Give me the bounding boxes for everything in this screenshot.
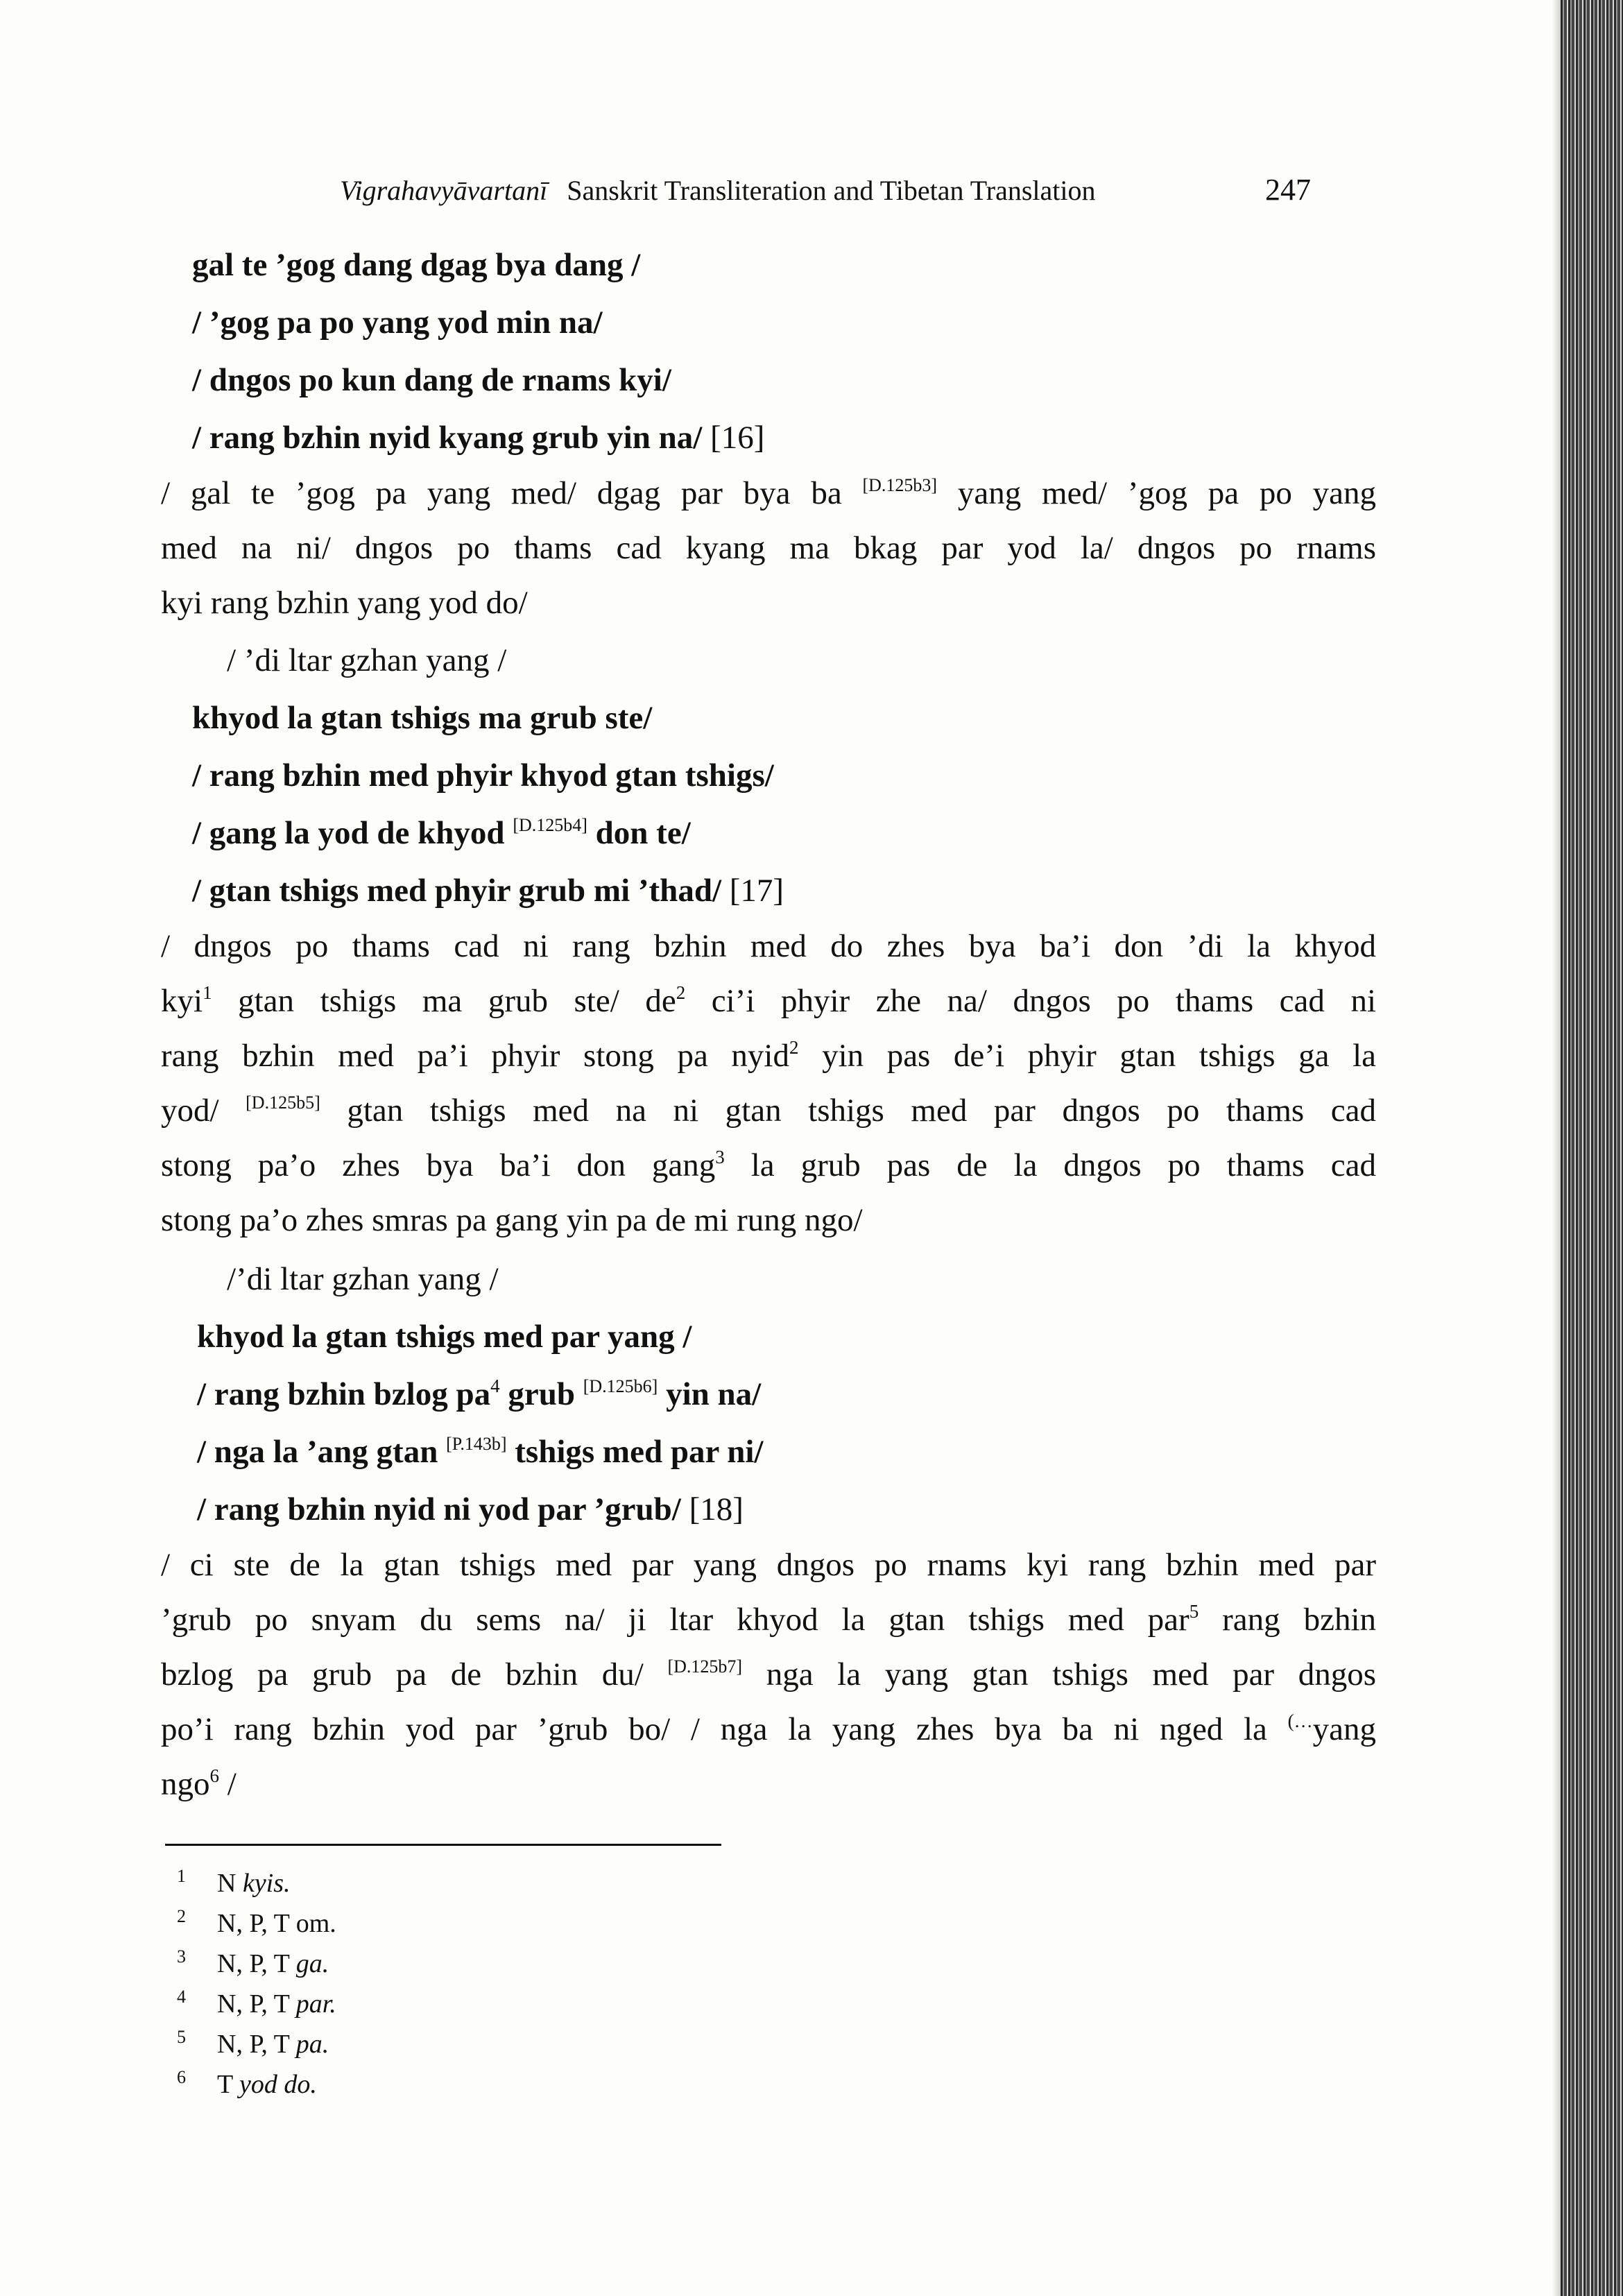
- book-spine: [1561, 0, 1623, 2296]
- intro-verse-18: /’di ltar gzhan yang /: [227, 1261, 499, 1297]
- running-header: [340, 172, 1311, 207]
- verse-18-line-1: khyod la gtan tshigs med par yang /: [197, 1319, 692, 1355]
- verse-number: [17]: [729, 873, 784, 909]
- book-gutter-shadow: [1552, 0, 1561, 2296]
- commentary-16: / gal te ’gog pa yang med/ dgag par bya ba [D.125b3] yang med/ ’gog pa po yang med na ni/ dngos po thams cad kyang ma bkag par yod la/ dngos po rnams kyi rang bzhin yang yod do/: [161, 475, 1377, 621]
- verse-17-line-4: / gtan tshigs med phyir grub mi ’thad/ [17]: [192, 873, 784, 909]
- footnote-2: 2 N, P, T om.: [177, 1906, 336, 1938]
- footnote-6: 6 T yod do.: [177, 2067, 317, 2099]
- book-title: Vigrahavyāvartanī: [340, 175, 548, 206]
- verse-number: [18]: [689, 1491, 744, 1527]
- folio-reference: [P.143b]: [446, 1434, 507, 1454]
- verse-18-line-4: / rang bzhin nyid ni yod par ’grub/ [18]: [197, 1491, 744, 1527]
- footnote-marker: 2: [676, 982, 686, 1003]
- footnote-marker: 2: [789, 1037, 799, 1058]
- verse-18-line-2: / rang bzhin bzlog $pa^4$ grub [D.125b6] yin na/: [197, 1376, 762, 1412]
- verse-17-line-3: / gang la yod de khyod [D.125b4] don te/: [192, 815, 691, 851]
- commentary-17: / dngos po thams cad ni rang bzhin med do zhes bya ba’i don ’di la khyod kyi$^1$ gtan tshigs ma grub ste/ $de^2$ ci’i phyir zhe na/ dngos po thams cad ni rang bzhin med pa’i phyir stong pa nyid$^2$ yin pas de’i phyir gtan tshigs ga la yod/ [D.125b5] gtan tshigs med na ni gtan tshigs med par dngos po thams cad stong pa’o zhes bya ba’i don gang$^3$ la grub pas de la dngos po thams cad stong pa’o zhes smras pa gang yin pa de mi rung ngo/: [161, 928, 1377, 1238]
- footnote-marker: 4: [490, 1376, 500, 1396]
- verse-18-line-3: / nga la ’ang gtan [P.143b] tshigs med par ni/: [197, 1434, 764, 1470]
- footnote-1: 1 N kyis.: [177, 1866, 291, 1898]
- footnote-marker: 3: [715, 1147, 725, 1167]
- verse-16-line-3: / dngos po kun dang de rnams kyi/: [192, 362, 671, 398]
- page-number: 247: [1265, 173, 1311, 207]
- folio-reference: [D.125b7]: [667, 1656, 743, 1677]
- footnote-separator: [165, 1844, 721, 1846]
- footnote-3: 3 N, P, T ga.: [177, 1946, 329, 1978]
- verse-number: [16]: [710, 420, 765, 456]
- verse-16-line-4: / rang bzhin nyid kyang grub yin na/ [16]: [192, 420, 765, 456]
- verse-17-line-2: / rang bzhin med phyir khyod gtan tshigs/: [192, 757, 774, 794]
- folio-reference: [D.125b5]: [246, 1093, 320, 1113]
- header-subtitle: Sanskrit Transliteration and Tibetan Translation: [567, 175, 1096, 206]
- footnote-marker: 1: [203, 982, 212, 1003]
- footnote-marker: 6: [209, 1765, 219, 1786]
- commentary-18: / ci ste de la gtan tshigs med par yang dngos po rnams kyi rang bzhin med par ’grub po snyam du sems na/ ji ltar khyod la gtan tshigs med par$^5$ rang bzhin bzlog pa grub pa de bzhin du/ [D.125b7] nga la yang gtan tshigs med par dngos po’i rang bzhin yod par ’grub bo/ / nga la yang zhes bya ba ni nged la (…yang ngo$^6$ /: [161, 1547, 1376, 1802]
- verse-16-line-1: gal te ’gog dang dgag bya dang /: [192, 247, 641, 283]
- folio-reference: [D.125b3]: [862, 475, 938, 495]
- footnote-5: 5 N, P, T pa.: [177, 2027, 329, 2059]
- intro-verse-17: / ’di ltar gzhan yang /: [227, 642, 507, 678]
- lacuna-marker: (…: [1287, 1711, 1313, 1731]
- footnote-4: 4 N, P, T par.: [177, 1987, 336, 2019]
- folio-reference: [D.125b4]: [513, 815, 587, 835]
- verse-17-line-1: khyod la gtan tshigs ma grub ste/: [192, 700, 653, 736]
- footnote-marker: 5: [1189, 1601, 1199, 1622]
- folio-reference: [D.125b6]: [583, 1376, 658, 1396]
- verse-16-line-2: / ’gog pa po yang yod min na/: [192, 305, 603, 341]
